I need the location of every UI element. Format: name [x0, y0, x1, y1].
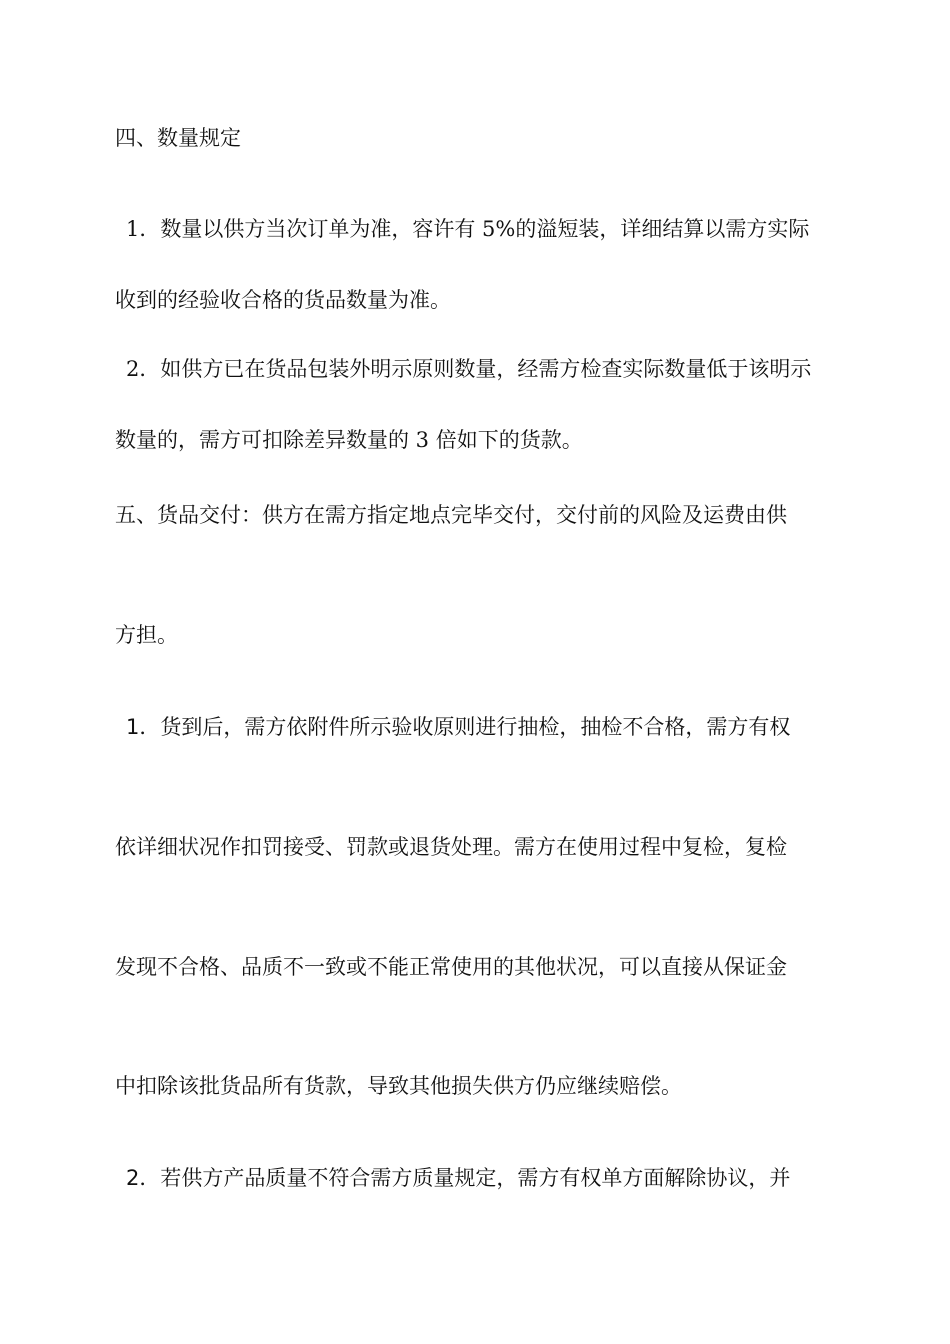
- delivery-item-1-line-4: 中扣除该批货品所有货款，导致其他损失供方仍应继续赔偿。: [115, 1074, 682, 1098]
- delivery-item-1-line-1: 1．货到后，需方依附件所示验收原则进行抽检，抽检不合格，需方有权: [126, 715, 791, 739]
- delivery-item-1-line-3: 发现不合格、品质不一致或不能正常使用的其他状况，可以直接从保证金: [115, 955, 787, 979]
- section-heading-quantity: 四、数量规定: [115, 126, 241, 150]
- quantity-item-1-line-2: 收到的经验收合格的货品数量为准。: [115, 288, 451, 312]
- section-heading-delivery-line-1: 五、货品交付：供方在需方指定地点完毕交付，交付前的风险及运费由供: [115, 503, 787, 527]
- section-heading-delivery-line-2: 方担。: [115, 623, 178, 647]
- delivery-item-1-line-2: 依详细状况作扣罚接受、罚款或退货处理。需方在使用过程中复检，复检: [115, 835, 787, 859]
- quantity-item-1-line-1: 1．数量以供方当次订单为准，容许有 5%的溢短装，详细结算以需方实际: [126, 217, 810, 241]
- quantity-item-2-line-2: 数量的，需方可扣除差异数量的 3 倍如下的货款。: [115, 428, 583, 452]
- quantity-item-2-line-1: 2．如供方已在货品包装外明示原则数量，经需方检查实际数量低于该明示: [126, 357, 812, 381]
- delivery-item-2-line-1: 2．若供方产品质量不符合需方质量规定，需方有权单方面解除协议，并: [126, 1166, 791, 1190]
